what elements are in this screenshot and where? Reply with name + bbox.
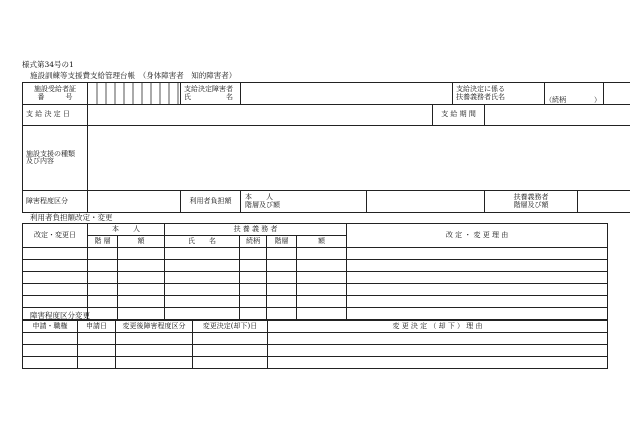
ledger-title: 施設訓練等支援費支給管理台帳 （身体障害者 知的障害者） xyxy=(30,71,237,80)
cert-number-label: 施設受給者証 番 号 xyxy=(23,83,88,105)
decided-person-name-cell[interactable] xyxy=(241,83,453,105)
col-decision-reason: 変 更 決 定 （ 却 下 ） 理 由 xyxy=(268,321,608,333)
obligor-relation-cell[interactable] xyxy=(545,83,604,105)
class-section-heading: 障害程度区分変更 xyxy=(30,311,90,320)
person-tier-cell[interactable] xyxy=(367,191,485,213)
sub-relation: 続柄 xyxy=(240,236,267,248)
person-tier-label: 本 人 階層及び額 xyxy=(241,191,367,213)
decision-date-cell[interactable] xyxy=(88,105,433,126)
period-cell[interactable] xyxy=(485,105,630,126)
col-obligor: 扶 養 義 務 者 xyxy=(165,224,347,236)
period-label: 支 給 期 間 xyxy=(433,105,485,126)
table-row[interactable] xyxy=(23,308,608,320)
table-row[interactable] xyxy=(23,248,608,260)
table-row[interactable] xyxy=(23,272,608,284)
table-row[interactable] xyxy=(23,357,608,369)
col-apply-type: 申請・職権 xyxy=(23,321,78,333)
obligor-name-label: 支給決定に係る 扶養義務者氏名 xyxy=(453,83,545,105)
user-burden-label: 利用者負担額 xyxy=(181,191,241,213)
obligor-extra-cell[interactable] xyxy=(604,83,630,105)
col-apply-date: 申請日 xyxy=(78,321,116,333)
col-decision-date: 変更決定(却下)日 xyxy=(193,321,268,333)
disability-class-label: 障害程度区分 xyxy=(23,191,88,213)
sub-tier2: 階層 xyxy=(267,236,297,248)
sub-amount2: 額 xyxy=(297,236,347,248)
sub-amount: 額 xyxy=(118,236,165,248)
table-row[interactable] xyxy=(23,284,608,296)
col-person: 本 人 xyxy=(88,224,165,236)
support-info-table xyxy=(22,82,630,213)
col-change-date: 改定・変更日 xyxy=(23,224,88,248)
sub-tier: 階 層 xyxy=(88,236,118,248)
table-row[interactable] xyxy=(23,333,608,345)
cert-number-cell[interactable] xyxy=(88,83,181,105)
support-type-label: 施設支援の種類 及び内容 xyxy=(23,126,88,191)
disability-class-cell[interactable] xyxy=(88,191,181,213)
table-row[interactable] xyxy=(23,345,608,357)
col-new-class: 変更後障害程度区分 xyxy=(116,321,193,333)
form-number: 様式第34号の1 xyxy=(22,60,74,69)
col-change-reason: 改 定 ・ 変 更 理 由 xyxy=(347,224,608,248)
burden-section-heading: 利用者負担額改定・変更 xyxy=(30,213,113,222)
decision-date-label: 支 給 決 定 日 xyxy=(23,105,88,126)
decided-person-label: 支給決定障害者 氏 名 xyxy=(181,83,241,105)
relation-text: （続柄 ） xyxy=(545,95,602,104)
table-row[interactable] xyxy=(23,296,608,308)
support-type-cell[interactable] xyxy=(88,126,630,191)
burden-change-table xyxy=(22,223,608,320)
table-row[interactable] xyxy=(23,260,608,272)
obligor-tier-label: 扶養義務者 階層及び額 xyxy=(485,191,578,213)
class-change-table xyxy=(22,320,608,369)
obligor-tier-cell[interactable] xyxy=(578,191,630,213)
sub-name: 氏 名 xyxy=(165,236,240,248)
